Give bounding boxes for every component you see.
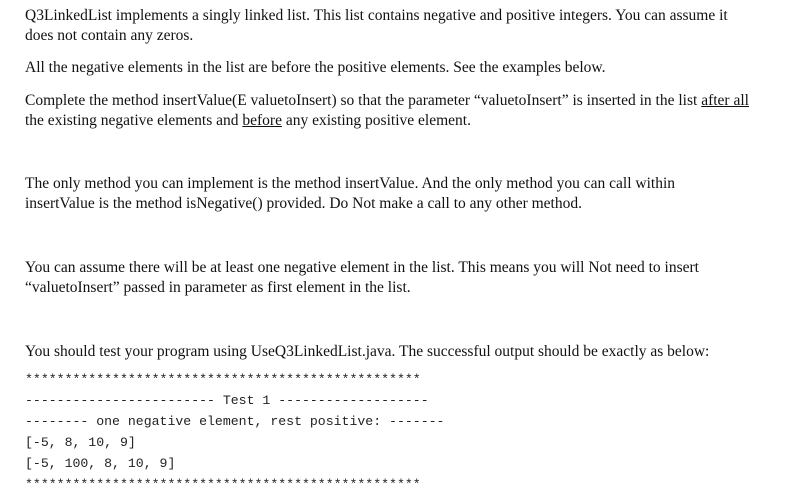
paragraph-constraints: The only method you can implement is the method insertValue. And the only method you can call within insertValue is the method isNegative() provided. Do Not make a call to any other method. (25, 175, 676, 212)
task-underlined-after-all: after all (701, 92, 749, 109)
task-text-a: Complete the method insertValue(E valuetoInsert) so that the parameter “valuetoInsert” is inserted in the list (25, 92, 702, 109)
output-stars-top: ************************************************** (25, 372, 421, 387)
task-text-b: the existing negative elements and (25, 112, 243, 129)
paragraph-intro: Q3LinkedList implements a singly linked list. This list contains negative and positive integers. You can assume it does not contain any zeros. (25, 7, 728, 44)
output-case-header: -------- one negative element, rest positive: ------- (25, 414, 445, 429)
output-stars-bottom: ************************************************** (25, 477, 421, 492)
task-text-c: any existing positive element. (281, 112, 471, 129)
paragraph-assumption: You can assume there will be at least one negative element in the list. This means you will Not need to insert “valuetoInsert” passed in parameter as first element in the list. (25, 259, 699, 296)
paragraph-testing: You should test your program using UseQ3LinkedList.java. The successful output should be exactly as below: (25, 343, 710, 360)
task-underlined-before: before (242, 112, 282, 129)
output-test-header: ------------------------ Test 1 ------------------- (25, 393, 429, 408)
paragraph-task (25, 91, 753, 131)
output-list-before: [-5, 8, 10, 9] (25, 435, 136, 450)
output-list-after: [-5, 100, 8, 10, 9] (25, 456, 176, 471)
paragraph-ordering: All the negative elements in the list are before the positive elements. See the examples below. (25, 59, 606, 76)
